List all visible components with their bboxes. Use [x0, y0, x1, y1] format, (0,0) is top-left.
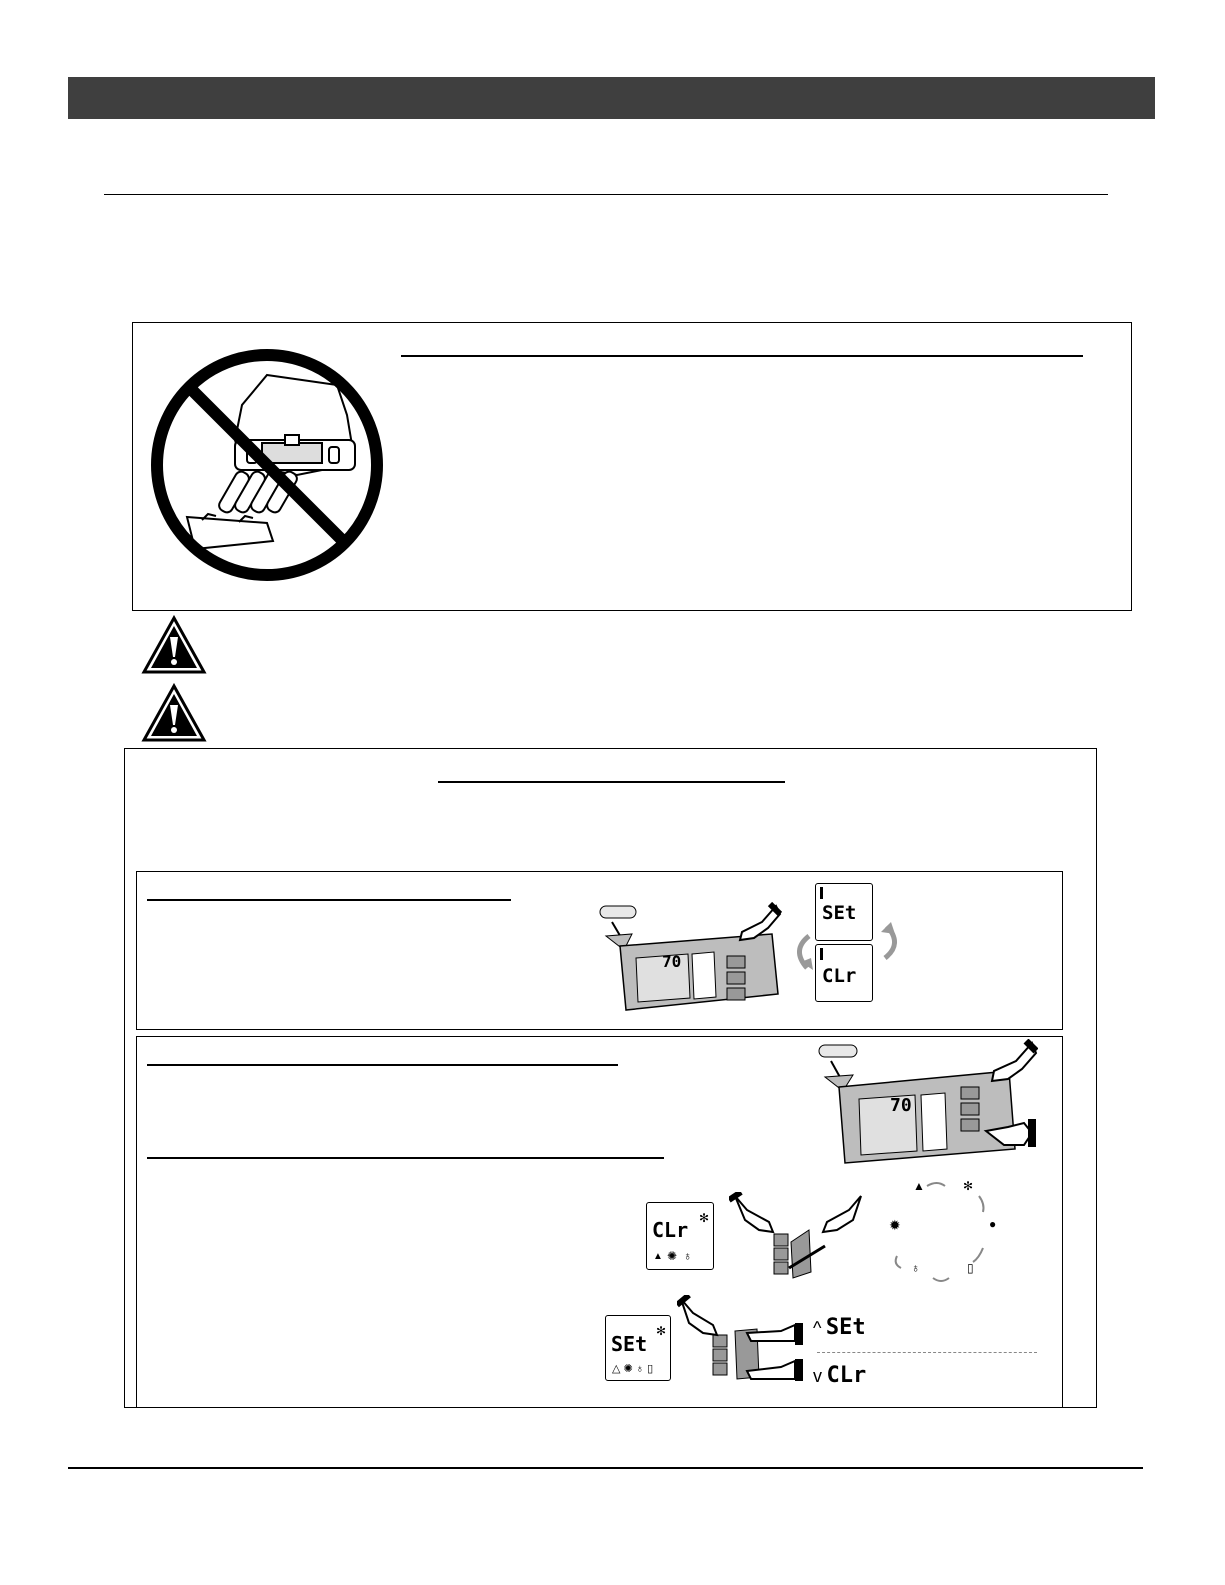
cycle-arrow-icon — [877, 922, 907, 962]
no-batteries-icon — [147, 345, 387, 585]
header-bar — [68, 77, 1155, 119]
programming-heading-underline — [438, 781, 785, 783]
section-rule — [104, 194, 1108, 195]
button-press-illustration — [729, 1192, 869, 1282]
svg-text:▯: ▯ — [967, 1261, 974, 1275]
panel-2-heading-underline — [147, 1064, 618, 1066]
battery-icon — [600, 906, 636, 918]
pointing-hand-icon — [732, 902, 782, 946]
panel-2 — [136, 1036, 1063, 1408]
lcd-display-set-modes — [605, 1315, 671, 1381]
lcd-clr-text: CLr — [822, 965, 857, 987]
battery-compartment-icon — [235, 375, 355, 475]
option-up — [813, 1315, 866, 1340]
thermostat-temp-1: 70 — [662, 952, 682, 971]
snowflake-icon: ✻ — [656, 1324, 667, 1338]
lcd-display-clr — [815, 944, 873, 1002]
footer-rule — [68, 1467, 1143, 1469]
lcd-display-clr-modes — [646, 1202, 714, 1270]
panel-2-subheading-underline — [147, 1157, 664, 1159]
thermostat-temp-2: 70 — [890, 1095, 912, 1116]
warning-triangle-icon — [141, 683, 207, 743]
panel-1 — [136, 871, 1063, 1030]
lcd-display-set — [815, 883, 873, 941]
lcd-set-mode-text: SEt — [611, 1332, 648, 1356]
thermometer-icon — [820, 948, 823, 960]
option-up-text: SEt — [825, 1315, 866, 1340]
svg-text:▲: ▲ — [913, 1179, 925, 1193]
lcd-set-text: SEt — [822, 902, 857, 924]
warning-triangle-icon — [141, 615, 207, 675]
battery-cover-icon — [187, 514, 273, 549]
bulb-icon: △ ✺ ♁ ▯ — [612, 1363, 654, 1375]
pointing-hand-icon — [982, 1039, 1038, 1089]
flame-icon: ▲ — [653, 1251, 663, 1262]
svg-text:✻: ✻ — [963, 1179, 974, 1193]
option-down-text: CLr — [826, 1363, 867, 1388]
snowflake-icon: ✻ — [699, 1211, 710, 1225]
cycle-arrow-icon — [787, 932, 817, 972]
option-down — [813, 1363, 866, 1388]
bulb-icon: ♁ — [683, 1249, 692, 1263]
fan-icon: ✺ — [667, 1249, 678, 1263]
battery-box-heading-underline — [401, 355, 1083, 357]
arrow-down-icon: v — [813, 1366, 822, 1386]
programming-box — [124, 748, 1097, 1408]
svg-text:✹: ✹ — [889, 1217, 901, 1233]
svg-text:♁: ♁ — [911, 1261, 920, 1275]
svg-text:●: ● — [989, 1217, 997, 1231]
arrow-up-icon: ^ — [813, 1318, 822, 1338]
button-press-illustration — [677, 1295, 807, 1387]
option-divider — [817, 1352, 1037, 1353]
battery-warning-box — [132, 322, 1132, 611]
thermometer-icon — [820, 887, 823, 899]
mode-cycle-diagram — [879, 1172, 1009, 1292]
lcd-clr-mode-text: CLr — [652, 1218, 689, 1242]
battery-icon — [819, 1045, 857, 1057]
panel-1-heading-underline — [147, 899, 511, 901]
pointing-hand-icon — [982, 1113, 1038, 1153]
